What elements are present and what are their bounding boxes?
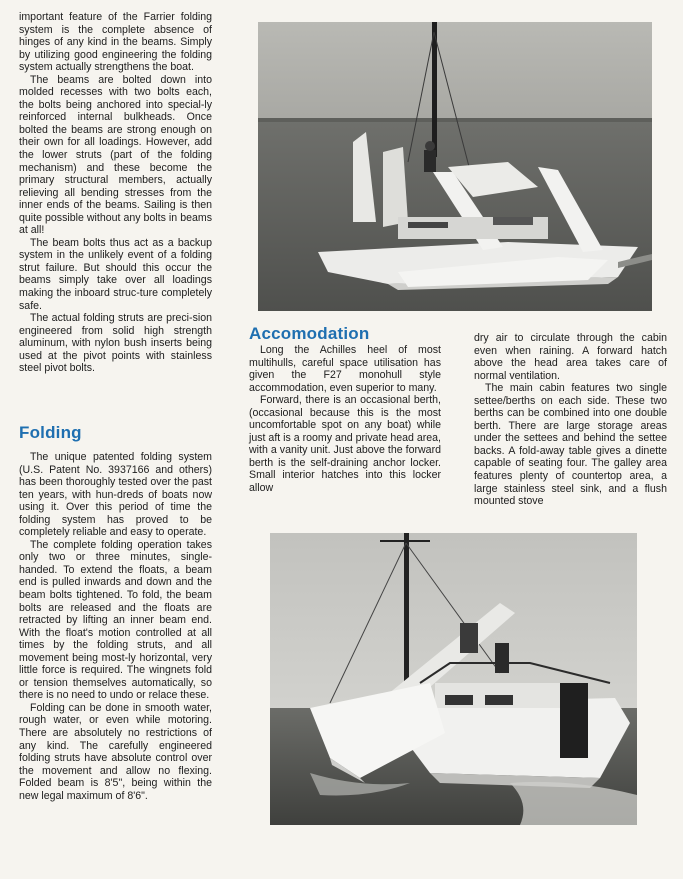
paragraph: The main cabin features two single settee/berths on each side. These two berths can be combined into one double berth. There are large storage areas under the settees and behind the settee backs. A fold-away table gives a dinette capable of seating four. The galley area features plenty of countertop area, a large stainless steel sink, and a flush mounted stove: [474, 382, 667, 508]
paragraph: Forward, there is an occasional berth, (occasional because this is the most uncomfortable spot on any boat) while just aft is a roomy and private head area, with a vanity unit. Just above the forward berth is the self-draining anchor locker. Small interior hatches into this locker allow: [249, 394, 441, 495]
paragraph: The unique patented folding system (U.S. Patent No. 3937166 and others) has been thoroughly tested over the past ten years, with hun-dreds of boats now using it. Over this period of time the folding system has proved to be completely reliable and easy to operate.: [19, 451, 212, 539]
paragraph: The actual folding struts are preci-sion engineered from solid high strength aluminum, with nylon bush inserts being used at the pivot points with stainless steel pivot bolts.: [19, 312, 212, 375]
paragraph: dry air to circulate through the cabin even when raining. A forward hatch above the head area takes care of normal ventilation.: [474, 332, 667, 382]
paragraph: The complete folding operation takes only two or three minutes, single-handed. To extend the floats, a beam end is pulled inwards and down and the beam bolts tightened. To fold, the beam bolts are released and the floats are retracted by lifting an inner beam end. With the float's motion controlled at all times by the folding struts, and all movement being most-ly horizontal, very little force is required. The wingnets fold or tension themselves automatically, so there is no need to undo or relace these.: [19, 538, 212, 702]
left-column-text: [19, 11, 212, 375]
accomodation-heading: Accomodation: [249, 324, 370, 343]
paragraph: Long the Achilles heel of most multihulls, careful space utilisation has given the F27 monohull style accommodation, even superior to many.: [249, 344, 441, 394]
accomodation-text-right: [474, 332, 667, 508]
paragraph: Folding can be done in smooth water, rough water, or even while motoring. There are absolutely no restrictions of any kind. The carefully engineered folding struts have absolute control over the movement and allow no flexing. Folded beam is 8'5", being within the new legal maximum of 8'6".: [19, 701, 212, 802]
folding-text: [19, 451, 212, 802]
photo-trimaran-motoring: [270, 533, 637, 825]
accomodation-text-middle: [249, 344, 441, 495]
photo-trimaran-folding-sailing: [258, 22, 652, 311]
paragraph: The beams are bolted down into molded recesses with two bolts each, the bolts being anchored into special-ly reinforced internal bulkheads. Once bolted the beams are strong enough on their own for all loadings. However, add the lower struts (part of the folding mechanism) and these become the primary structural members, actually relieving all bending stresses from the inner ends of the beams. Sailing is then quite possible without any bolts in beams at all!: [19, 73, 212, 237]
folding-heading: Folding: [19, 423, 82, 442]
paragraph: The beam bolts thus act as a backup system in the unlikely event of a folding strut failure. But should this occur the beams simply take over all loadings making the inboard struc-ture completely safe.: [19, 236, 212, 312]
paragraph: important feature of the Farrier folding system is the complete absence of hinges of any kind in the beams. Simply by utilizing good engineering the folding system actually strengthens the boat.: [19, 11, 212, 74]
